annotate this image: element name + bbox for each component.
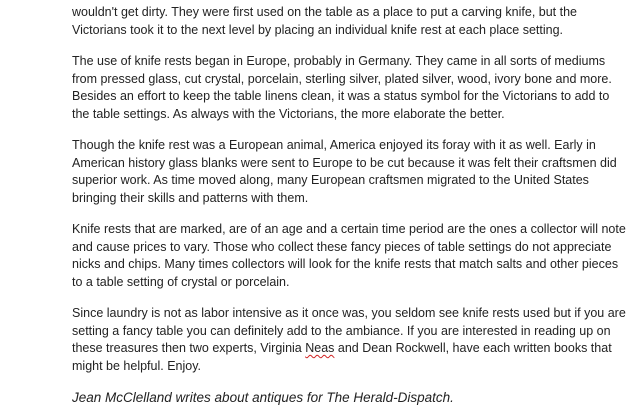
author-byline: Jean McClelland writes about antiques for The Herald-Dispatch. <box>72 390 454 405</box>
paragraph-4: Knife rests that are marked, are of an age and a certain time period are the ones a collector will note and cause prices to vary. Those who collect these fancy pieces of table settings do not appreciate nicks and chips. Many times collectors will look for the knife rests that match salts and other pieces to a table setting of crystal or porcelain. <box>72 222 626 289</box>
paragraph-1: wouldn't get dirty. They were first used on the table as a place to put a carving knife, but the Victorians took it to the next level by placing an individual knife rest at each place setting. <box>72 5 577 37</box>
paragraph-3: Though the knife rest was a European animal, America enjoyed its foray with it as well. Early in American history glass blanks were sent to Europe to be cut because it was felt their craftsmen did superior work. As time moved along, many European craftsmen migrated to the United States bringing their skills and patterns with them. <box>72 138 617 205</box>
paragraph-5-text-start: Since laundry is not as labor intensive as it once was, you seldom see knife rests used but if you are setting a fancy table you can definitely add to the ambiance. If you are interested in reading up on these treasures then two experts, Virginia <box>72 306 626 355</box>
article-body <box>72 4 628 407</box>
paragraph-5-text-end: and Dean Rockwell, have each written books that might be helpful. Enjoy. <box>72 341 612 373</box>
spellcheck-flagged-word[interactable]: Neas <box>305 341 335 355</box>
paragraph-5 <box>72 305 628 375</box>
paragraph-2: The use of knife rests began in Europe, probably in Germany. They came in all sorts of mediums from pressed glass, cut crystal, porcelain, sterling silver, plated silver, wood, ivory bone and more. Besides an effort to keep the table linens clean, it was a status symbol for the Victorians to add to the table settings. As always with the Victorians, the more elaborate the better. <box>72 54 612 121</box>
